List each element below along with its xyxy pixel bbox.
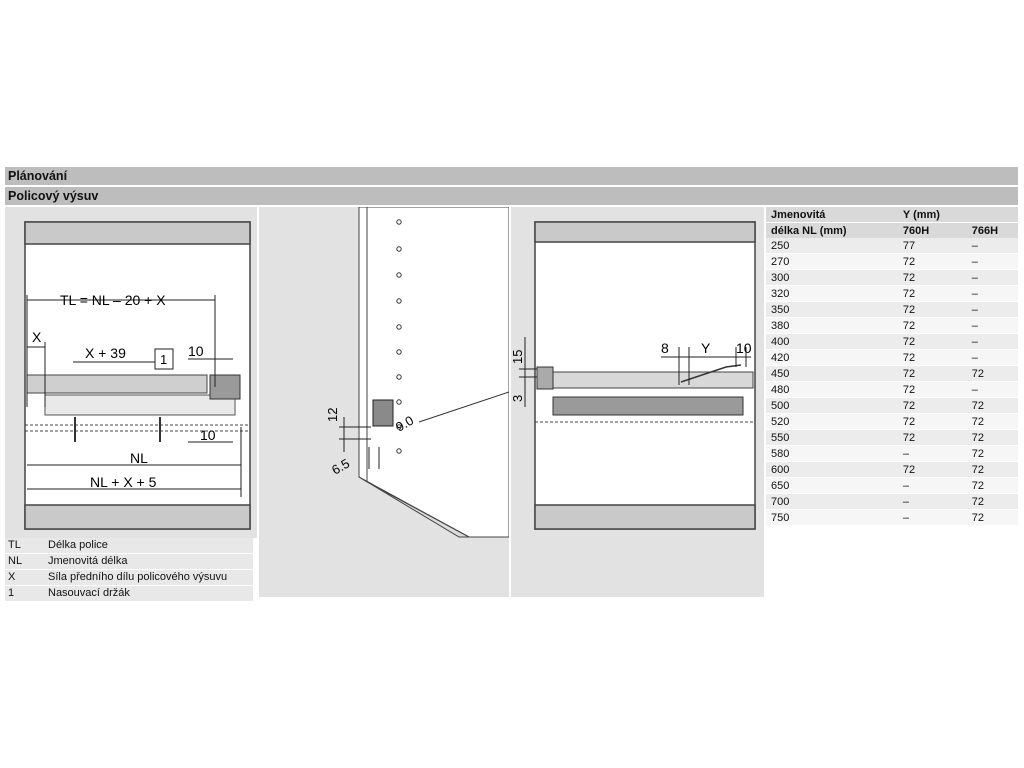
table-cell: – (898, 446, 967, 462)
table-row (766, 510, 1018, 526)
table-cell: 72 (967, 430, 1018, 446)
left-diagram-panel (5, 207, 257, 538)
table-cell: 350 (766, 302, 898, 318)
table-cell: – (967, 350, 1018, 366)
table-cell: 72 (898, 302, 967, 318)
table-cell: 77 (898, 238, 967, 254)
table-cell: – (967, 254, 1018, 270)
table-row (766, 366, 1018, 382)
table-cell: 72 (898, 334, 967, 350)
table-cell: 300 (766, 270, 898, 286)
table-cell: 72 (967, 366, 1018, 382)
runner (45, 395, 235, 415)
dim-nlx5-label: NL + X + 5 (90, 474, 157, 490)
legend-row (5, 538, 253, 554)
table-cell: 72 (898, 366, 967, 382)
middle-diagram-panel (259, 207, 509, 597)
mounting-clip (373, 400, 393, 426)
table-row (766, 478, 1018, 494)
right-diagram-panel (511, 207, 764, 597)
table-row (766, 446, 1018, 462)
table-head-1 (967, 207, 1018, 223)
dim-nl-label: NL (130, 450, 148, 466)
table-cell: 420 (766, 350, 898, 366)
table-cell: – (967, 334, 1018, 350)
table-cell: – (898, 478, 967, 494)
table-row (766, 286, 1018, 302)
table-head-2: 766H (967, 223, 1018, 239)
dim-8-label: 8 (661, 340, 669, 356)
table-cell: 380 (766, 318, 898, 334)
table-cell: 72 (898, 350, 967, 366)
dim-9-label: 9.0 (393, 412, 417, 435)
table-cell: 72 (898, 318, 967, 334)
table-cell: 72 (898, 254, 967, 270)
table-cell: 500 (766, 398, 898, 414)
dim-12-label: 12 (325, 407, 340, 422)
table-row (766, 270, 1018, 286)
legend-row (5, 554, 253, 570)
table-cell: 450 (766, 366, 898, 382)
legend-key: X (8, 571, 16, 583)
table-cell: 72 (967, 494, 1018, 510)
legend-key: 1 (8, 587, 15, 599)
dimension-table (766, 207, 1018, 526)
runner-profile (553, 397, 743, 415)
dim-65-label: 6.5 (329, 455, 353, 478)
table-cell: 750 (766, 510, 898, 526)
table-row (766, 350, 1018, 366)
table-body (766, 238, 1018, 526)
table-cell: 72 (898, 430, 967, 446)
legend-text: Délka police (48, 539, 108, 551)
table-cell: 72 (898, 382, 967, 398)
table-cell: 72 (967, 414, 1018, 430)
drawer-front-diagram (511, 207, 764, 597)
table-cell: 650 (766, 478, 898, 494)
table-cell: – (898, 510, 967, 526)
legend-text: Jmenovitá délka (48, 555, 128, 567)
table-head-1: Y (mm) (898, 207, 967, 223)
table-cell: 400 (766, 334, 898, 350)
table-cell: 72 (967, 478, 1018, 494)
section-title: Plánování (5, 167, 1018, 185)
table-row (766, 254, 1018, 270)
subsection-title: Policový výsuv (5, 187, 1018, 205)
table-cell: – (967, 302, 1018, 318)
drawer-front (27, 375, 207, 393)
legend (5, 538, 253, 602)
table-cell: 700 (766, 494, 898, 510)
dim-10-label: 10 (736, 340, 752, 356)
shelf (541, 372, 753, 388)
drawer-side-diagram (5, 207, 257, 538)
legend-row (5, 570, 253, 586)
dim-x39-label: X + 39 (85, 345, 126, 361)
table-cell: 72 (898, 462, 967, 478)
table-head-2: 760H (898, 223, 967, 239)
cabinet-side-wall (359, 207, 509, 537)
table-cell: 72 (898, 398, 967, 414)
dim-y-label: Y (701, 340, 711, 356)
table-row (766, 398, 1018, 414)
table-cell: 72 (898, 286, 967, 302)
callout-1: 1 (160, 352, 168, 367)
legend-row (5, 586, 253, 602)
table-row (766, 414, 1018, 430)
table-cell: – (967, 318, 1018, 334)
table-row (766, 382, 1018, 398)
table-cell: 72 (967, 462, 1018, 478)
cabinet-wall-diagram (259, 207, 509, 597)
table-cell: 520 (766, 414, 898, 430)
table-cell: 72 (967, 446, 1018, 462)
cabinet-bottom-board (25, 505, 250, 529)
table-cell: 320 (766, 286, 898, 302)
table-cell: 250 (766, 238, 898, 254)
table-cell: 72 (967, 398, 1018, 414)
legend-key: NL (8, 555, 23, 567)
table-row (766, 302, 1018, 318)
dim-x-label: X (32, 329, 42, 345)
dim-15-label: 15 (511, 349, 525, 364)
table-cell: 72 (898, 270, 967, 286)
table-row (766, 334, 1018, 350)
table-head-2: délka NL (mm) (766, 223, 898, 239)
dim-10-top-label: 10 (188, 343, 204, 359)
table-head-1: Jmenovitá (766, 207, 898, 223)
table-row (766, 494, 1018, 510)
legend-text: Nasouvací držák (48, 587, 130, 599)
table-row (766, 430, 1018, 446)
table-cell: 480 (766, 382, 898, 398)
table-row (766, 462, 1018, 478)
dim-tl-label: TL = NL – 20 + X (60, 292, 166, 308)
table-cell: – (967, 382, 1018, 398)
table-cell: – (898, 494, 967, 510)
table-cell: 72 (898, 414, 967, 430)
table-cell: 600 (766, 462, 898, 478)
cabinet-top-board (25, 222, 250, 244)
legend-key: TL (8, 539, 21, 551)
table-cell: 550 (766, 430, 898, 446)
table-cell: – (967, 286, 1018, 302)
legend-text: Síla předního dílu policového výsuvu (48, 571, 228, 583)
table-cell: 72 (967, 510, 1018, 526)
table-cell: 580 (766, 446, 898, 462)
dim-10-bottom-label: 10 (200, 427, 216, 443)
table-cell: – (967, 238, 1018, 254)
dim-3-label: 3 (511, 394, 525, 402)
table-cell: – (967, 270, 1018, 286)
table-row (766, 318, 1018, 334)
table-row (766, 238, 1018, 254)
table-cell: 270 (766, 254, 898, 270)
